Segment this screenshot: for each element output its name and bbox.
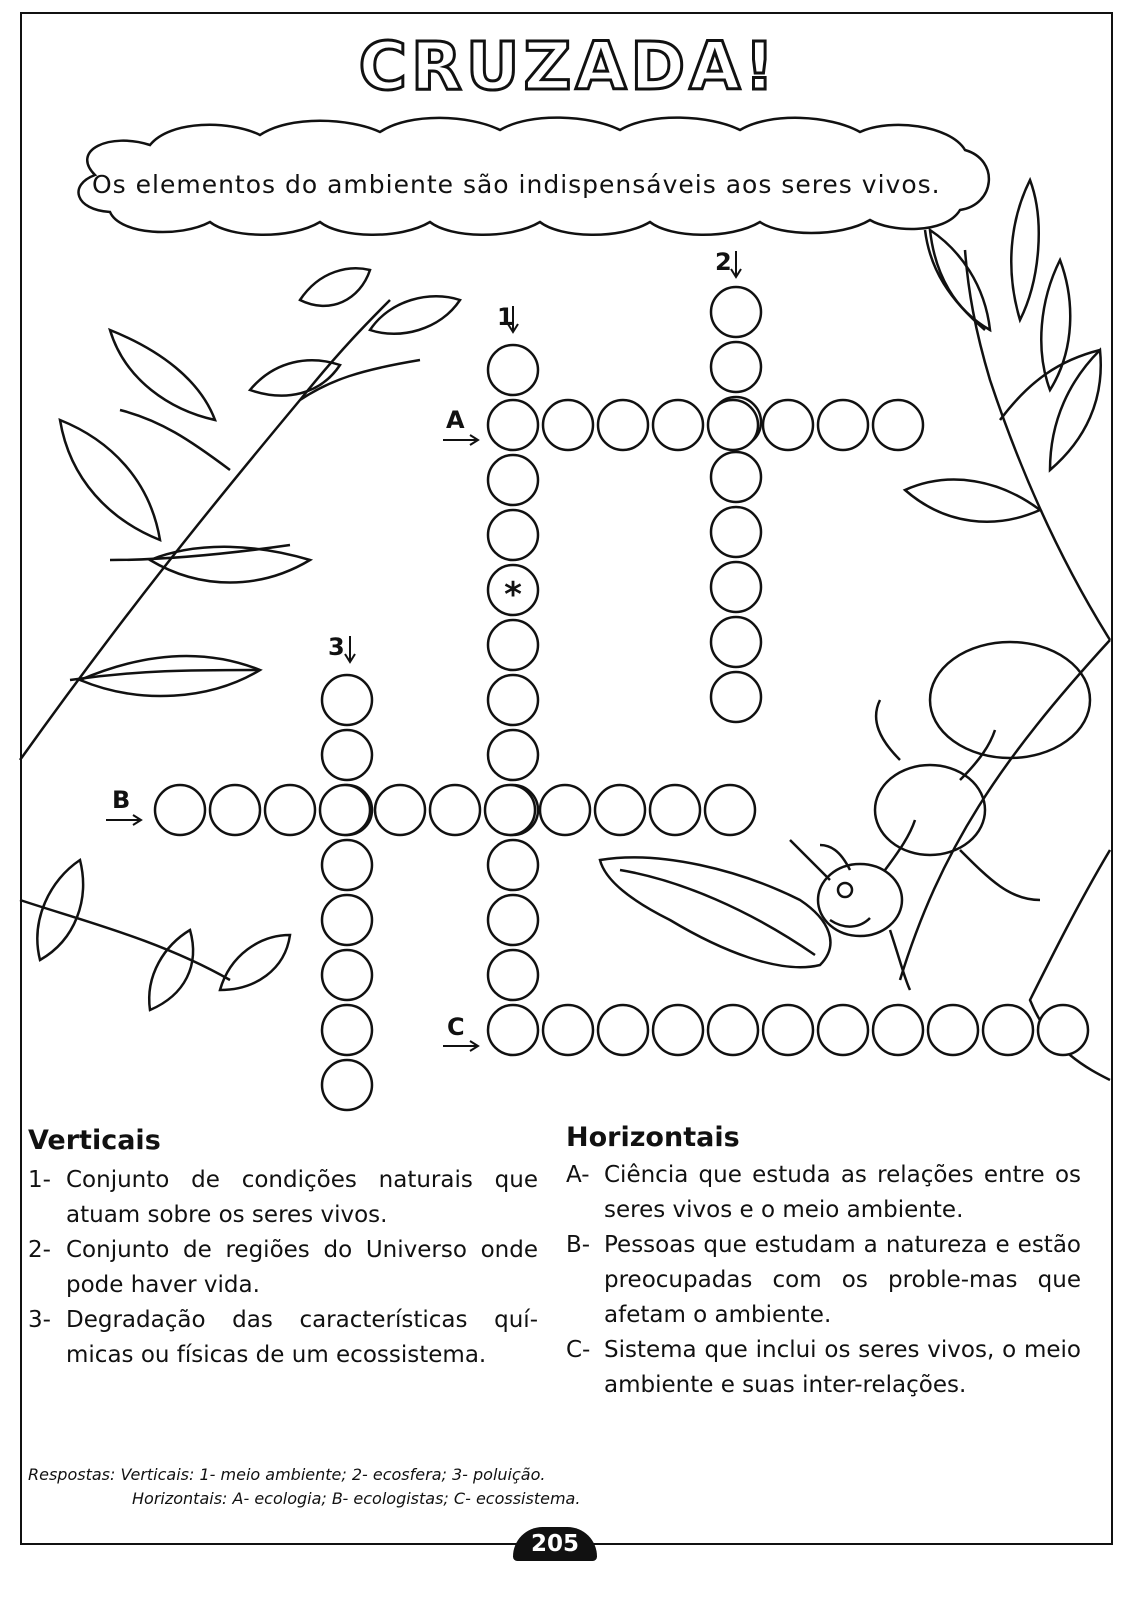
label-horizontal-a: A	[446, 406, 465, 434]
crossword-cell[interactable]	[320, 785, 370, 835]
crossword-cell[interactable]	[818, 1005, 868, 1055]
answers-line-1: Respostas: Verticais: 1- meio ambiente; 2- ecosfera; 3- poluição.	[28, 1465, 546, 1484]
arrow-right-icon	[443, 1041, 478, 1051]
answers-line-2: Horizontais: A- ecologia; B- ecologistas; C- ecossistema.	[132, 1489, 581, 1508]
crossword-cell[interactable]	[598, 400, 648, 450]
clue-number: 1-	[28, 1167, 51, 1193]
crossword-cell[interactable]	[705, 785, 755, 835]
clue-number: C-	[566, 1337, 591, 1363]
crossword-cell[interactable]	[928, 1005, 978, 1055]
crossword-cell[interactable]	[322, 730, 372, 780]
crossword-cell[interactable]	[595, 785, 645, 835]
label-vertical-2: 2	[715, 248, 732, 276]
crossword-cell[interactable]	[488, 950, 538, 1000]
crossword-cell[interactable]	[598, 1005, 648, 1055]
crossword-cell[interactable]	[488, 345, 538, 395]
horizontais-clue-list	[566, 1158, 1081, 1403]
crossword-cell[interactable]	[488, 675, 538, 725]
clue-text: Pessoas que estudam a natureza e estão preocupadas com os proble-mas que afetam o ambiente.	[604, 1232, 1081, 1328]
star-mark: *	[504, 575, 522, 615]
crossword-cell[interactable]	[711, 617, 761, 667]
crossword-cell[interactable]	[1038, 1005, 1088, 1055]
crossword-cell[interactable]	[430, 785, 480, 835]
subtitle: Os elementos do ambiente são indispensáveis aos seres vivos.	[92, 170, 941, 199]
crossword-cell[interactable]	[322, 840, 372, 890]
crossword-cell[interactable]	[873, 400, 923, 450]
crossword-cell[interactable]	[488, 620, 538, 670]
crossword-cell[interactable]	[155, 785, 205, 835]
clue-vertical-1	[28, 1163, 538, 1233]
crossword-cell[interactable]	[322, 950, 372, 1000]
arrow-right-icon	[443, 435, 478, 445]
clue-text: Degradação das características quí-micas ou físicas de um ecossistema.	[66, 1307, 538, 1368]
crossword-cell[interactable]	[485, 785, 535, 835]
clue-number: 2-	[28, 1237, 51, 1263]
clue-text: Conjunto de regiões do Universo onde pode haver vida.	[66, 1237, 538, 1298]
crossword-cell[interactable]	[322, 1005, 372, 1055]
crossword-cell[interactable]	[708, 400, 758, 450]
crossword-cell[interactable]	[488, 510, 538, 560]
arrow-down-icon	[345, 636, 355, 662]
crossword-cell[interactable]	[488, 840, 538, 890]
crossword-cell[interactable]	[540, 785, 590, 835]
arrow-right-icon	[106, 815, 141, 825]
clue-text: Ciência que estuda as relações entre os seres vivos e o meio ambiente.	[604, 1162, 1081, 1223]
crossword-cell[interactable]	[322, 895, 372, 945]
crossword-cell[interactable]	[711, 562, 761, 612]
crossword-cell[interactable]	[543, 400, 593, 450]
crossword-cell[interactable]	[711, 342, 761, 392]
crossword-cell[interactable]	[210, 785, 260, 835]
clue-number: 3-	[28, 1307, 51, 1333]
clue-horizontal-a	[566, 1158, 1081, 1228]
clue-text: Conjunto de condições naturais que atuam sobre os seres vivos.	[66, 1167, 538, 1228]
crossword-cell[interactable]	[488, 1005, 538, 1055]
crossword-cell[interactable]	[983, 1005, 1033, 1055]
label-horizontal-c: C	[447, 1013, 465, 1041]
clue-number: B-	[566, 1232, 591, 1258]
crossword-cell[interactable]	[708, 1005, 758, 1055]
arrow-down-icon	[731, 251, 741, 277]
crossword-cell[interactable]	[322, 675, 372, 725]
crossword-cell[interactable]	[711, 672, 761, 722]
clue-number: A-	[566, 1162, 590, 1188]
crossword-cell[interactable]	[543, 1005, 593, 1055]
label-vertical-3: 3	[328, 633, 345, 661]
label-horizontal-b: B	[112, 786, 131, 814]
answers-note	[28, 1463, 580, 1511]
label-vertical-1: 1	[497, 303, 514, 331]
crossword-cell[interactable]	[763, 1005, 813, 1055]
crossword-cell[interactable]	[322, 1060, 372, 1110]
clue-text: Sistema que inclui os seres vivos, o meio ambiente e suas inter-relações.	[604, 1337, 1081, 1398]
crossword-cell[interactable]	[873, 1005, 923, 1055]
clue-vertical-3	[28, 1303, 538, 1373]
crossword-cell[interactable]	[763, 400, 813, 450]
crossword-cell[interactable]	[488, 400, 538, 450]
verticais-clue-list	[28, 1163, 538, 1373]
verticais-heading: Verticais	[28, 1125, 161, 1156]
clue-horizontal-c	[566, 1333, 1081, 1403]
page-number: 205	[513, 1527, 597, 1561]
crossword-cell[interactable]	[375, 785, 425, 835]
crossword-cell[interactable]	[650, 785, 700, 835]
crossword-cell[interactable]	[488, 455, 538, 505]
crossword-grid	[155, 287, 1088, 1110]
clue-horizontal-b	[566, 1228, 1081, 1333]
horizontais-heading: Horizontais	[566, 1122, 740, 1153]
crossword-cell[interactable]	[488, 895, 538, 945]
clue-vertical-2	[28, 1233, 538, 1303]
crossword-cell[interactable]	[818, 400, 868, 450]
crossword-cell[interactable]	[265, 785, 315, 835]
crossword-cell[interactable]	[653, 400, 703, 450]
crossword-cell[interactable]	[653, 1005, 703, 1055]
page-title: CRUZADA!	[358, 28, 779, 105]
crossword-cell[interactable]	[711, 452, 761, 502]
crossword-cell[interactable]	[711, 507, 761, 557]
crossword-cell[interactable]	[711, 287, 761, 337]
branch-left-illustration	[20, 268, 460, 1010]
crossword-cell[interactable]	[488, 730, 538, 780]
plant-right-illustration	[905, 180, 1110, 640]
